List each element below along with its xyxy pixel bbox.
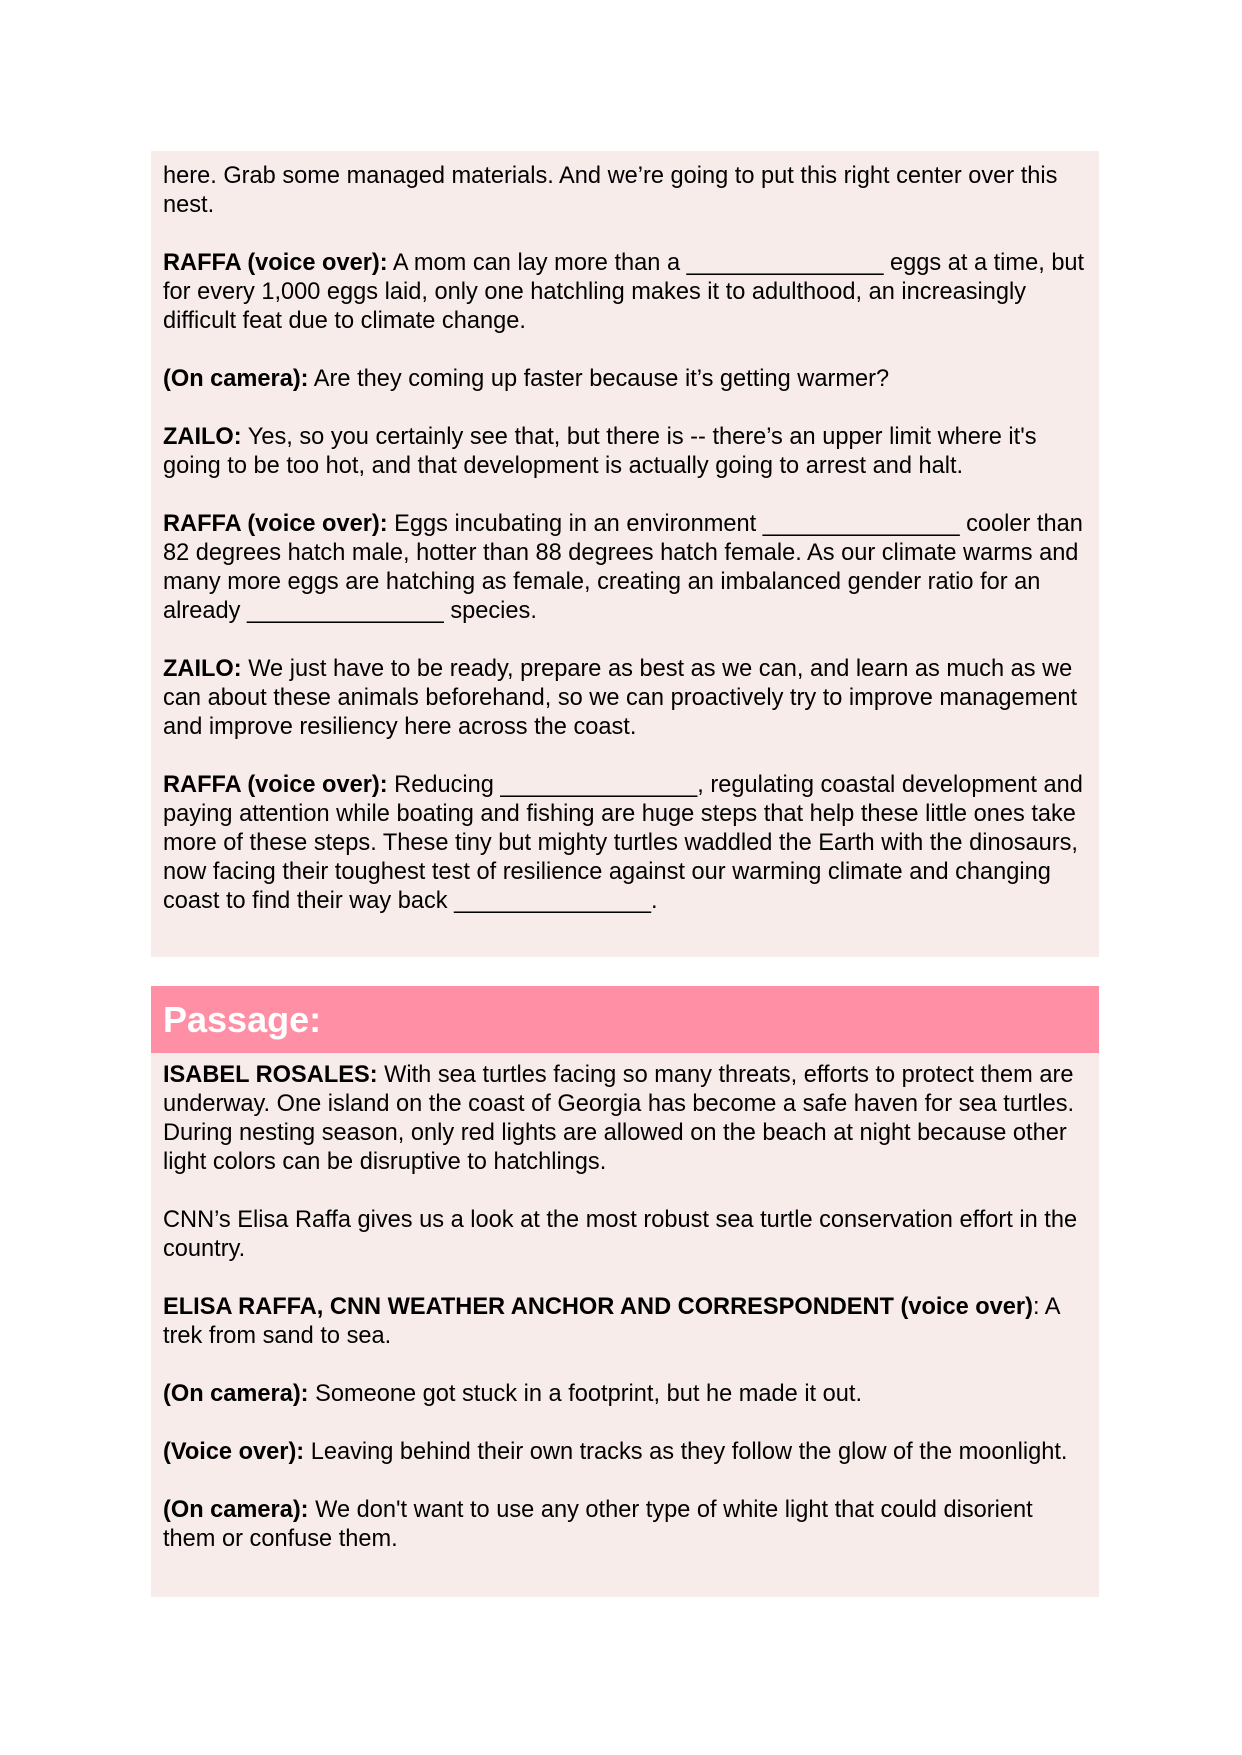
passage-paragraph: ELISA RAFFA, CNN WEATHER ANCHOR AND CORRESPONDENT (voice over): A trek from sand to sea.: [163, 1294, 1060, 1349]
transcript-continuation-box: [151, 151, 1099, 957]
transcript-paragraph: RAFFA (voice over): A mom can lay more than a _______________ eggs at a time, but for every 1,000 eggs laid, only one hatchling makes it to adulthood, an increasingly difficult feat due to climate change.: [163, 250, 1085, 334]
passage-paragraph: (On camera): Someone got stuck in a footprint, but he made it out.: [163, 1381, 863, 1407]
transcript-paragraph: RAFFA (voice over): Eggs incubating in an environment _______________ cooler than 82 degrees hatch male, hotter than 88 degrees hatch female. As our climate warms and many more eggs are hatching as female, creating an imbalanced gender ratio for an already _______________ species.: [163, 511, 1083, 624]
speaker-label: (On camera):: [163, 366, 309, 392]
speaker-label: ELISA RAFFA, CNN WEATHER ANCHOR AND CORRESPONDENT (voice over): [163, 1294, 1033, 1320]
speaker-label: ZAILO:: [163, 656, 242, 682]
passage-paragraph: CNN’s Elisa Raffa gives us a look at the most robust sea turtle conservation effort in the country.: [163, 1207, 1078, 1262]
passage-paragraph: ISABEL ROSALES: With sea turtles facing so many threats, efforts to protect them are underway. One island on the coast of Georgia has become a safe haven for sea turtles. During nesting season, only red lights are allowed on the beach at night because other light colors can be disruptive to hatchlings.: [163, 1062, 1075, 1175]
passage-box: [151, 1053, 1099, 1597]
transcript-paragraph: here. Grab some managed materials. And we’re going to put this right center over this nest.: [163, 163, 1058, 218]
passage-paragraph: (On camera): We don't want to use any other type of white light that could disorient them or confuse them.: [163, 1497, 1033, 1552]
speaker-label: (Voice over):: [163, 1439, 305, 1465]
transcript-paragraph: (On camera): Are they coming up faster because it’s getting warmer?: [163, 366, 890, 392]
transcript-paragraph: RAFFA (voice over): Reducing _______________, regulating coastal development and paying attention while boating and fishing are huge steps that help these little ones take more of these steps. These tiny but mighty turtles waddled the Earth with the dinosaurs, now facing their toughest test of resilience against our warming climate and changing coast to find their way back _______________.: [163, 772, 1083, 914]
speaker-label: (On camera):: [163, 1497, 309, 1523]
passage-heading: Passage:: [151, 986, 1099, 1053]
passage-paragraph: (Voice over): Leaving behind their own tracks as they follow the glow of the moonlight.: [163, 1439, 1068, 1465]
transcript-paragraph: ZAILO: Yes, so you certainly see that, but there is -- there’s an upper limit where it's going to be too hot, and that development is actually going to arrest and halt.: [163, 424, 1037, 479]
transcript-paragraph: ZAILO: We just have to be ready, prepare as best as we can, and learn as much as we can about these animals beforehand, so we can proactively try to improve management and improve resiliency here across the coast.: [163, 656, 1078, 740]
speaker-label: RAFFA (voice over):: [163, 772, 388, 798]
speaker-label: ZAILO:: [163, 424, 242, 450]
speaker-label: RAFFA (voice over):: [163, 250, 388, 276]
speaker-label: (On camera):: [163, 1381, 309, 1407]
speaker-label: ISABEL ROSALES:: [163, 1062, 378, 1088]
speaker-label: RAFFA (voice over):: [163, 511, 388, 537]
